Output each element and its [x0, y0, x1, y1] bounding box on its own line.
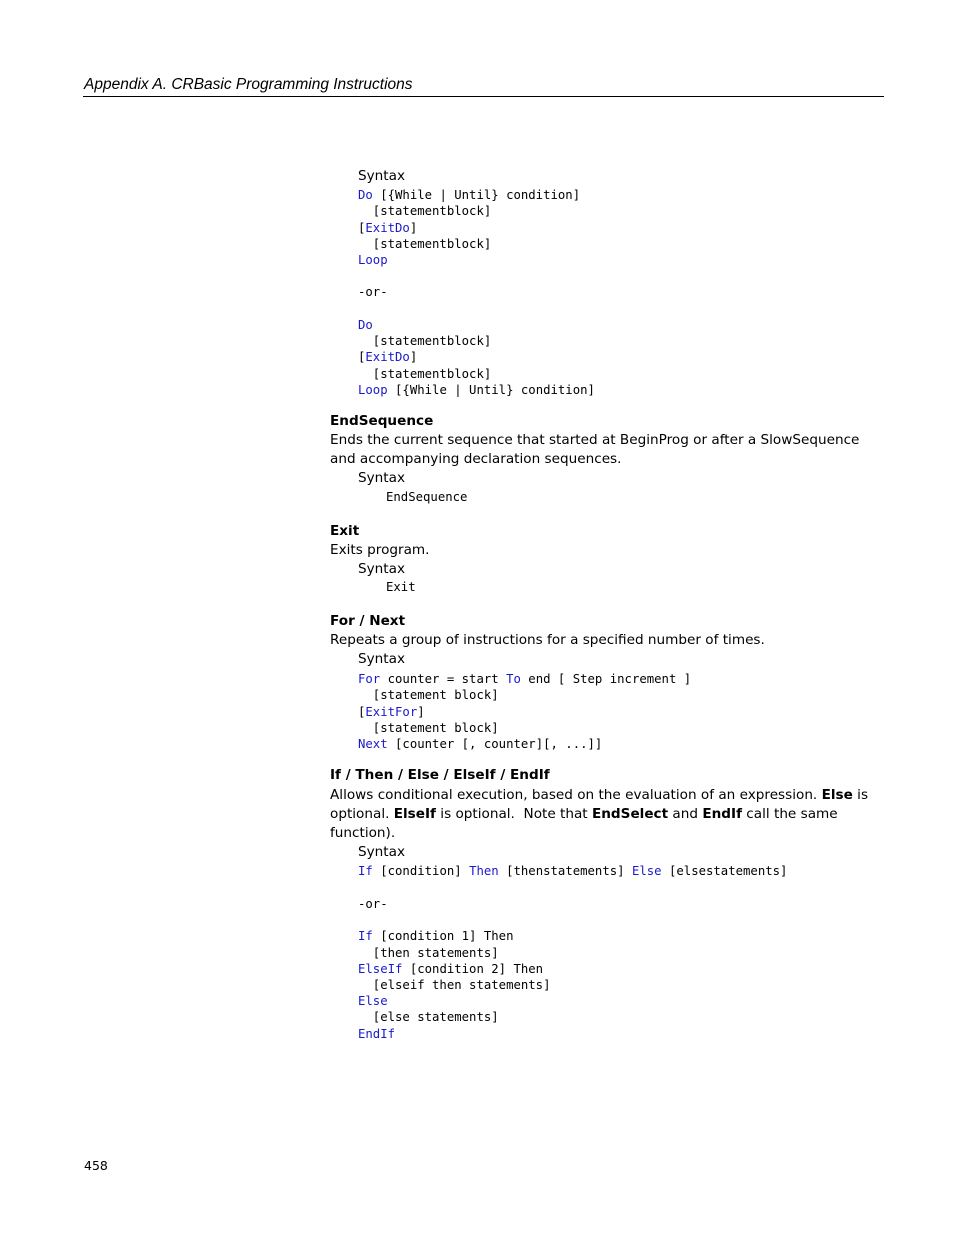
code-text: [condition 2] Then	[402, 962, 544, 976]
code-text: counter = start	[380, 672, 507, 686]
desc-bold: Else	[821, 787, 853, 803]
desc-text: Allows conditional execution, based on the evaluation of an expression.	[330, 787, 822, 803]
do-code-line-6	[358, 317, 373, 333]
code-keyword: Else	[631, 864, 662, 878]
do-code-line-4: [statementblock]	[358, 237, 492, 251]
code-keyword: Next	[358, 737, 388, 751]
for-code-line-3	[358, 704, 425, 720]
exit-syntax-label: Syntax	[358, 561, 405, 577]
code-text: [elsestatements]	[661, 864, 788, 878]
do-code-line-2: [statementblock]	[358, 204, 492, 218]
if-code-line-8	[358, 1026, 395, 1042]
code-text: [condition]	[372, 864, 470, 878]
do-code-line-3	[358, 220, 417, 236]
code-text: ]	[409, 221, 418, 235]
code-keyword: Else	[358, 994, 388, 1008]
endsequence-desc-1: Ends the current sequence that started at BeginProg or after a SlowSequence	[330, 432, 860, 448]
exit-code: Exit	[386, 580, 416, 594]
endsequence-code: EndSequence	[386, 490, 468, 504]
code-text: [condition 1] Then	[372, 929, 514, 943]
code-keyword: EndIf	[358, 1027, 396, 1041]
code-keyword: Do	[358, 188, 373, 202]
do-code-line-7: [statementblock]	[358, 334, 492, 348]
for-code-line-5	[358, 736, 602, 752]
code-text: end [ Step increment ]	[520, 672, 692, 686]
desc-bold: EndIf	[702, 806, 742, 822]
desc-text: optional.	[330, 806, 394, 822]
code-text: ]	[409, 350, 418, 364]
desc-text: and	[668, 806, 703, 822]
for-next-syntax-label: Syntax	[358, 651, 405, 667]
code-keyword: ExitDo	[365, 221, 410, 235]
endsequence-heading: EndSequence	[330, 413, 434, 429]
code-keyword: Do	[358, 318, 373, 332]
if-code-line-5: [elseif then statements]	[358, 978, 551, 992]
endsequence-syntax-label: Syntax	[358, 470, 405, 486]
do-code-line-1	[358, 187, 580, 203]
exit-desc: Exits program.	[330, 542, 430, 558]
for-code-line-4: [statement block]	[358, 721, 499, 735]
if-then-heading: If / Then / Else / ElseIf / EndIf	[330, 767, 550, 783]
do-or-separator: -or-	[358, 285, 388, 299]
code-keyword: For	[358, 672, 381, 686]
code-text: [	[358, 705, 366, 719]
if-code-line-6	[358, 993, 388, 1009]
for-code-line-2: [statement block]	[358, 688, 499, 702]
if-then-desc-3: function).	[330, 825, 396, 841]
desc-text: is	[852, 787, 869, 803]
do-code-line-10	[358, 382, 595, 398]
if-code-line-3: [then statements]	[358, 946, 499, 960]
desc-text: is optional. Note that	[435, 806, 592, 822]
desc-text: call the same	[741, 806, 838, 822]
code-keyword: ExitFor	[365, 705, 418, 719]
desc-bold: EndSelect	[591, 806, 669, 822]
for-code-line-1	[358, 671, 691, 687]
code-text: [	[358, 350, 366, 364]
code-keyword: If	[358, 929, 373, 943]
code-text: [thenstatements]	[498, 864, 632, 878]
code-keyword: ExitDo	[365, 350, 410, 364]
code-keyword: If	[358, 864, 373, 878]
code-text: [{While | Until} condition]	[372, 188, 581, 202]
code-keyword: Loop	[358, 253, 388, 267]
if-code-line-4	[358, 961, 543, 977]
do-code-line-9: [statementblock]	[358, 367, 492, 381]
page-number: 458	[84, 1158, 108, 1173]
if-then-desc-1	[330, 786, 868, 805]
do-syntax-label: Syntax	[358, 168, 405, 184]
code-keyword: Then	[469, 864, 499, 878]
code-keyword: Loop	[358, 383, 388, 397]
if-or-separator: -or-	[358, 897, 388, 911]
for-next-desc: Repeats a group of instructions for a specified number of times.	[330, 632, 765, 648]
exit-heading: Exit	[330, 523, 360, 539]
endsequence-desc-2: and accompanying declaration sequences.	[330, 451, 622, 467]
code-text: [counter [, counter][, ...]]	[387, 737, 603, 751]
code-keyword: ElseIf	[358, 962, 403, 976]
if-then-desc-2	[330, 805, 838, 824]
if-code-line-7: [else statements]	[358, 1010, 499, 1024]
if-code-line-1	[358, 863, 787, 879]
if-code-line-2	[358, 928, 513, 944]
if-then-syntax-label: Syntax	[358, 844, 405, 860]
do-code-line-8	[358, 349, 417, 365]
code-text: [{While | Until} condition]	[387, 383, 595, 397]
do-code-line-5	[358, 252, 388, 268]
header-title: Appendix A. CRBasic Programming Instructions	[84, 76, 413, 93]
code-text: [	[358, 221, 366, 235]
code-text: ]	[417, 705, 425, 719]
desc-bold: ElseIf	[393, 806, 436, 822]
code-keyword: To	[506, 672, 521, 686]
for-next-heading: For / Next	[330, 613, 406, 629]
